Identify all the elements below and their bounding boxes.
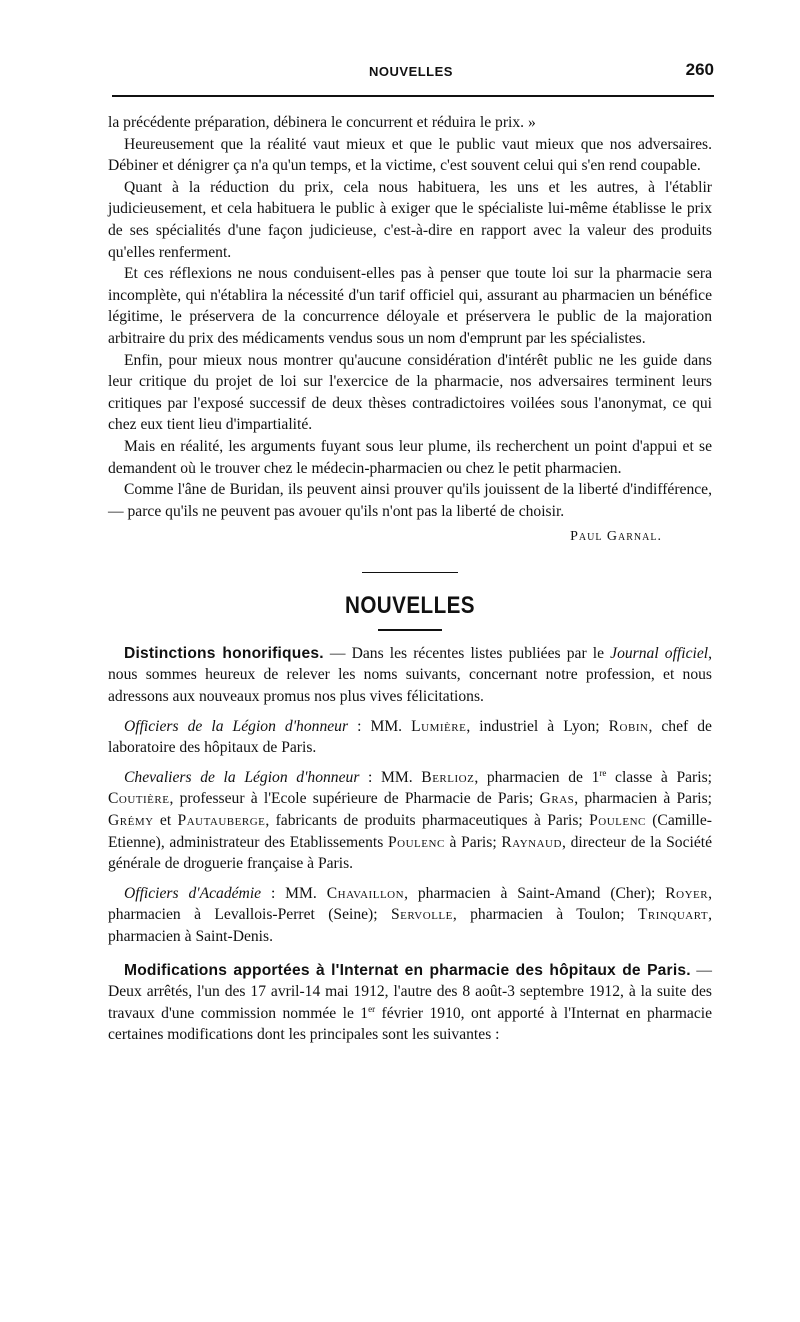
article-paragraph-2: Heureusement que la réalité vaut mieux et que le public vaut mieux que nos adversaires. Débiner et dénigrer ça n'a qu'un temps, et la victime, c'est souvent celui qui s'en rend coupable.	[108, 135, 712, 175]
chevaliers-label: Chevaliers de la Légion d'honneur	[124, 768, 360, 786]
article-paragraph-7: Comme l'âne de Buridan, ils peuvent ainsi prouver qu'ils jouissent de la liberté d'indifférence, — parce qu'ils ne peuvent pas avouer qu'ils n'ont pas la liberté de choisir.	[108, 481, 712, 520]
legion-officers-paragraph	[108, 716, 712, 759]
distinctions-intro-a: — Dans les récentes listes publiées par le	[323, 644, 611, 662]
text-run: , professeur à l'Ecole supérieure de Pharmacie de Paris;	[169, 790, 540, 808]
internat-text-b: février 1910, ont apporté à l'Internat en pharmacie certaines modifications dont les principales sont les suivantes :	[108, 1004, 712, 1044]
internat-heading: Modifications apportées à l'Internat en pharmacie des hôpitaux de Paris.	[124, 961, 691, 979]
name-gras: Gras	[539, 790, 575, 808]
text-run: , pharmacien à Saint-Denis.	[108, 906, 713, 945]
running-title: NOUVELLES	[369, 64, 453, 79]
article-paragraph-1: la précédente préparation, débinera le concurrent et réduira le prix. »	[108, 114, 536, 131]
text-run: , chef de laboratoire des hôpitaux de Paris.	[108, 717, 712, 757]
text-run: : MM.	[261, 884, 327, 902]
article-signature: Paul Garnal.	[570, 529, 662, 545]
text-run: et	[153, 812, 178, 830]
academie-label: Officiers d'Académie	[124, 884, 262, 902]
text-run: , pharmacien à Toulon;	[452, 906, 638, 924]
page-number: 260	[685, 60, 714, 79]
text-run: (Camille-Etienne), administrateur des Etablissements	[108, 812, 712, 851]
distinctions-heading: Distinctions honorifiques.	[124, 644, 324, 662]
article-paragraph-3: Quant à la réduction du prix, cela nous habituera, les uns et les autres, à l'établir judicieusement, et cela habituera le public à exiger que le spécialiste lui-même établisse le prix de ses spécialités d'une façon judicieuse, c'est-à-dire en rapport avec la valeur des produits qu'elles renferment.	[108, 178, 712, 261]
text-run: à Paris;	[444, 833, 502, 851]
academie-paragraph	[108, 883, 712, 948]
section-divider	[362, 572, 458, 573]
name-servolle: Servolle	[390, 906, 453, 924]
legion-officers-label: Officiers de la Légion d'honneur	[124, 717, 349, 735]
internat-text-a: — Deux arrêtés, l'un des 17 avril-14 mai 1912, l'autre des 8 août-3 septembre 1912, à la suite des travaux d'une commission nommée le 1	[108, 961, 713, 1022]
name-raynaud: Raynaud	[501, 833, 562, 851]
text-run: , directeur de la Société générale de droguerie française à Paris.	[108, 833, 713, 873]
text-run: : MM.	[348, 717, 412, 735]
text-run: classe à Paris;	[606, 768, 712, 786]
ordinal-sup: er	[368, 1003, 376, 1014]
text-run: , pharmacien à Saint-Amand (Cher);	[404, 884, 666, 902]
text-run: , industriel à Lyon;	[466, 717, 609, 735]
header-rule	[112, 95, 714, 97]
journal-title: Journal officiel	[610, 644, 709, 662]
section-title: NOUVELLES	[344, 591, 476, 619]
ordinal-sup: re	[599, 767, 607, 778]
name-poulenc: Poulenc	[589, 812, 646, 830]
name-poulenc-2: Poulenc	[388, 833, 445, 851]
article-paragraph-4: Et ces réflexions ne nous conduisent-elles pas à penser que toute loi sur la pharmacie sera incomplète, qui n'établira la nécessité d'un tarif officiel qui, assurant au pharmacien un bénéfice légitime, le préservera de la concurrence déloyale et préservera le public de la majoration arbitraire du prix des médicaments vendus sous un nom d'emprunt par les spécialistes.	[108, 265, 712, 347]
page-body	[108, 112, 712, 1046]
distinctions-paragraph	[108, 643, 712, 708]
running-head	[108, 60, 714, 86]
name-coutiere: Coutière	[108, 790, 170, 808]
chevaliers-paragraph	[108, 767, 712, 875]
text-run: , pharmacien de 1	[474, 768, 600, 786]
text-run: , pharmacien à Paris;	[574, 790, 713, 808]
name-chavaillon: Chavaillon	[326, 884, 405, 902]
name-royer: Royer	[665, 884, 709, 902]
text-run: , fabricants de produits pharmaceutiques à Paris;	[265, 812, 590, 830]
distinctions-intro-b: , nous sommes heureux de relever les noms suivants, concernant notre profession, et nous adressons aux nouveaux promus nos plus vives félicitations.	[108, 644, 713, 706]
name-pautauberge: Pautauberge	[177, 812, 266, 830]
name-robin: Robin	[608, 717, 649, 735]
name-gremy: Grémy	[108, 812, 154, 830]
article-paragraph-6: Mais en réalité, les arguments fuyant sous leur plume, ils recherchent un point d'appui et se demandent où le trouver chez le médecin-pharmacien ou chez le petit pharmacien.	[108, 437, 712, 477]
name-lumiere: Lumière	[411, 717, 467, 735]
name-berlioz: Berlioz	[421, 768, 475, 786]
article-paragraph-5: Enfin, pour mieux nous montrer qu'aucune considération d'intérêt public ne les guide dans leur critique du projet de loi sur l'exercice de la pharmacie, nos adversaires terminent leurs critiques par l'exposé successif de deux thèses contradictoires voilées sous l'anonymat, ce qui chez eux tient lieu d'impartialité.	[108, 351, 712, 434]
name-trinquart: Trinquart	[637, 906, 709, 924]
internat-paragraph	[108, 960, 712, 1046]
text-run: : MM.	[359, 768, 422, 786]
text-run: , pharmacien à Levallois-Perret (Seine);	[108, 884, 713, 924]
